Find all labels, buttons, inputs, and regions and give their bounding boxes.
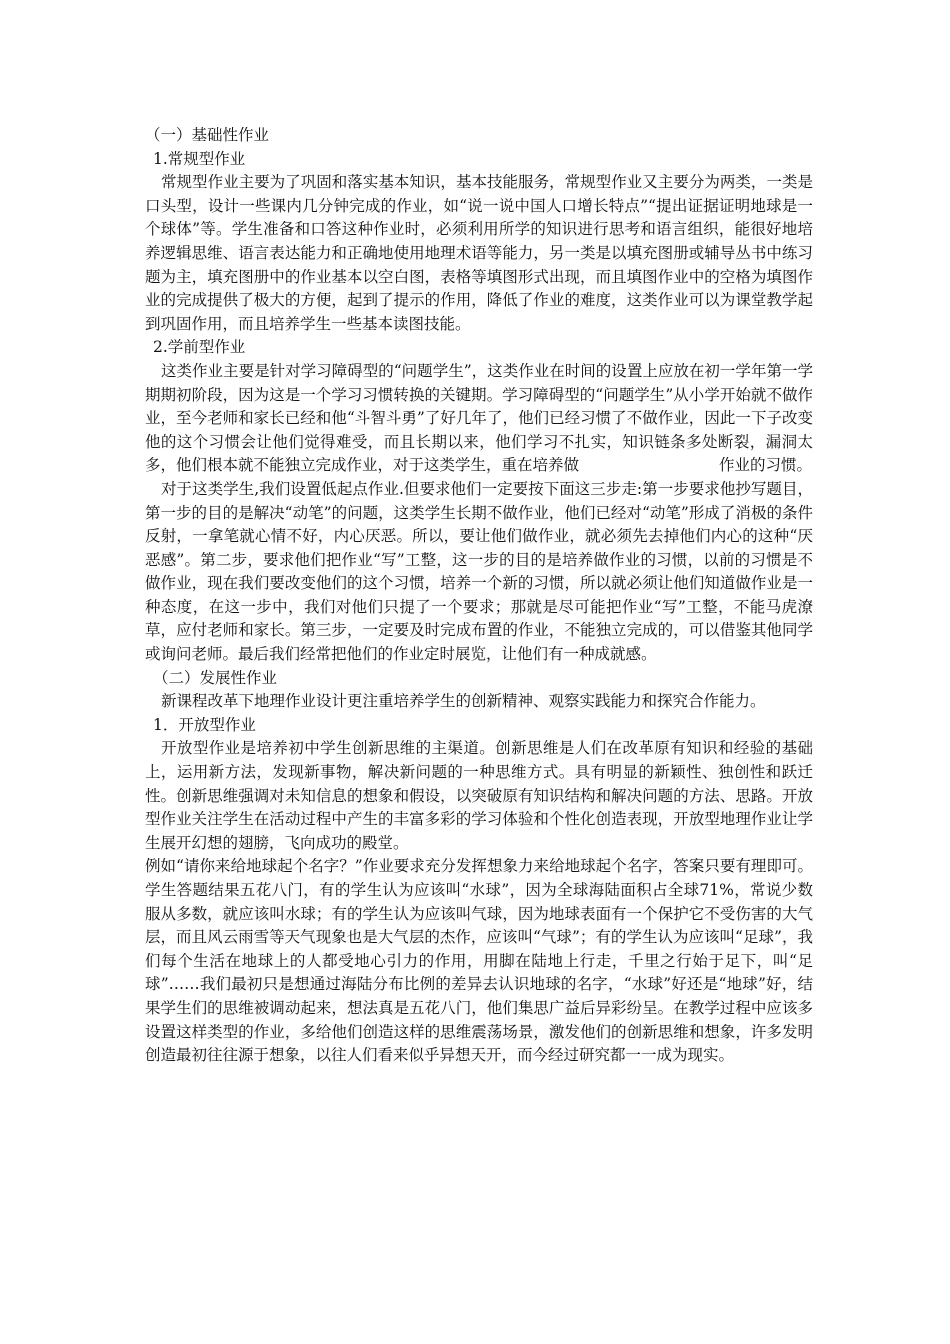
subsection2-paragraph-2: 对于这类学生,我们设置低起点作业.但要求他们一定要按下面这三步走:第一步要求他抄写题目，第一步的目的是解决“动笔”的问题，这类学生长期不做作业，他们已经对“动笔”形成了消极的条件反射，一拿笔就心情不好，内心厌恶。所以，要让他们做作业，就必须先去掉他们内心的这种“厌恶感”。第二步，要求他们把作业“写”工整，这一步的目的是培养做作业的习惯，以前的习惯是不做作业，现在我们要改变他们的这个习惯，培养一个新的习惯，所以就必须让他们知道做作业是一种态度，在这一步中，我们对他们只提了一个要求；那就是尽可能把作业“写”工整，不能马虎潦草，应付老师和家长。第三步，一定要及时完成布置的作业，不能独立完成的，可以借鉴其他同学或询问老师。最后我们经常把他们的作业定时展览，让他们有一种成就感。	[145, 479, 813, 664]
subsection2-paragraph-part-b: 作业的习惯。	[719, 456, 813, 475]
section2-title: （二）发展性作业	[153, 668, 278, 687]
subsection2-title: 2.学前型作业	[153, 338, 246, 357]
subsection2-paragraph	[145, 360, 813, 478]
subsection1-title: 1.常规型作业	[153, 149, 246, 168]
subsection2-paragraph-part-a: 这类作业主要是针对学习障碍型的“问题学生”，这类作业在时间的设置上应放在初一学年第一学期期初阶段，因为这是一个学习习惯转换的关键期。学习障碍型的“问题学生”从小学开始就不做作业，至今老师和家长已经和他“斗智斗勇”了好几年了，他们已经习惯了不做作业，因此一下子改变他的这个习惯会让他们觉得难受，而且长期以来，他们学习不扎实，知识链条多处断裂，漏洞太多，他们根本就不能独立完成作业，对于这类学生，重在培养做	[145, 361, 813, 475]
subsection1-paragraph: 常规型作业主要为了巩固和落实基本知识，基本技能服务，常规型作业又主要分为两类，一类是口头型，设计一些课内几分钟完成的作业，如“说一说中国人口增长特点”“提出证据证明地球是一个球体”等。学生准备和口答这种作业时，必须利用所学的知识进行思考和语言组织，能很好地培养逻辑思维、语言表达能力和正确地使用地理术语等能力，另一类是以填充图册或辅导丛书中练习题为主，填充图册中的作业基本以空白图，表格等填图形式出现，而且填图作业中的空格为填图作业的完成提供了极大的方便，起到了提示的作用，降低了作业的难度，这类作业可以为课堂教学起到巩固作用，而且培养学生一些基本读图技能。	[145, 173, 813, 333]
section2-intro: 新课程改革下地理作业设计更注重培养学生的创新精神、观察实践能力和探究合作能力。	[161, 692, 766, 711]
subsection3-title: 1．开放型作业	[153, 715, 256, 734]
subsection3-paragraph-2: 例如“请你来给地球起个名字？”作业要求充分发挥想象力来给地球起个名字，答案只要有理即可。学生答题结果五花八门，有的学生认为应该叫“水球”，因为全球海陆面积占全球71%，常说少数服从多数，就应该叫水球；有的学生认为应该叫气球，因为地球表面有一个保护它不受伤害的大气层，而且风云雨雪等天气现象也是大气层的杰作，应该叫“气球”；有的学生认为应该叫“足球”，我们每个生活在地球上的人都受地心引力的作用，用脚在陆地上行走，千里之行始于足下，叫“足球”……我们最初只是想通过海陆分布比例的差异去认识地球的名字，“水球”好还是“地球”好，结果学生们的思维被调动起来，想法真是五花八门，他们集思广益后异彩纷呈。在教学过程中应该多设置这样类型的作业，多给他们创造这样的思维震荡场景，激发他们的创新思维和想象，许多发明创造最初往往源于想象，以往人们看来似乎异想天开，而今经过研究都一一成为现实。	[145, 857, 813, 1065]
section1-title: （一）基础性作业	[145, 126, 270, 144]
subsection3-paragraph: 开放型作业是培养初中学生创新思维的主渠道。创新思维是人们在改革原有知识和经验的基础上，运用新方法，发现新事物，解决新问题的一种思维方式。具有明显的新颖性、独创性和跃迁性。创新思维强调对未知信息的想象和假设，以突破原有知识结构和解决问题的方法、思路。开放型作业关注学生在活动过程中产生的丰富多彩的学习体验和个性化创造表现，开放型地理作业让学生展开幻想的翅膀，飞向成功的殿堂。	[145, 739, 813, 852]
document-body	[145, 124, 813, 1068]
